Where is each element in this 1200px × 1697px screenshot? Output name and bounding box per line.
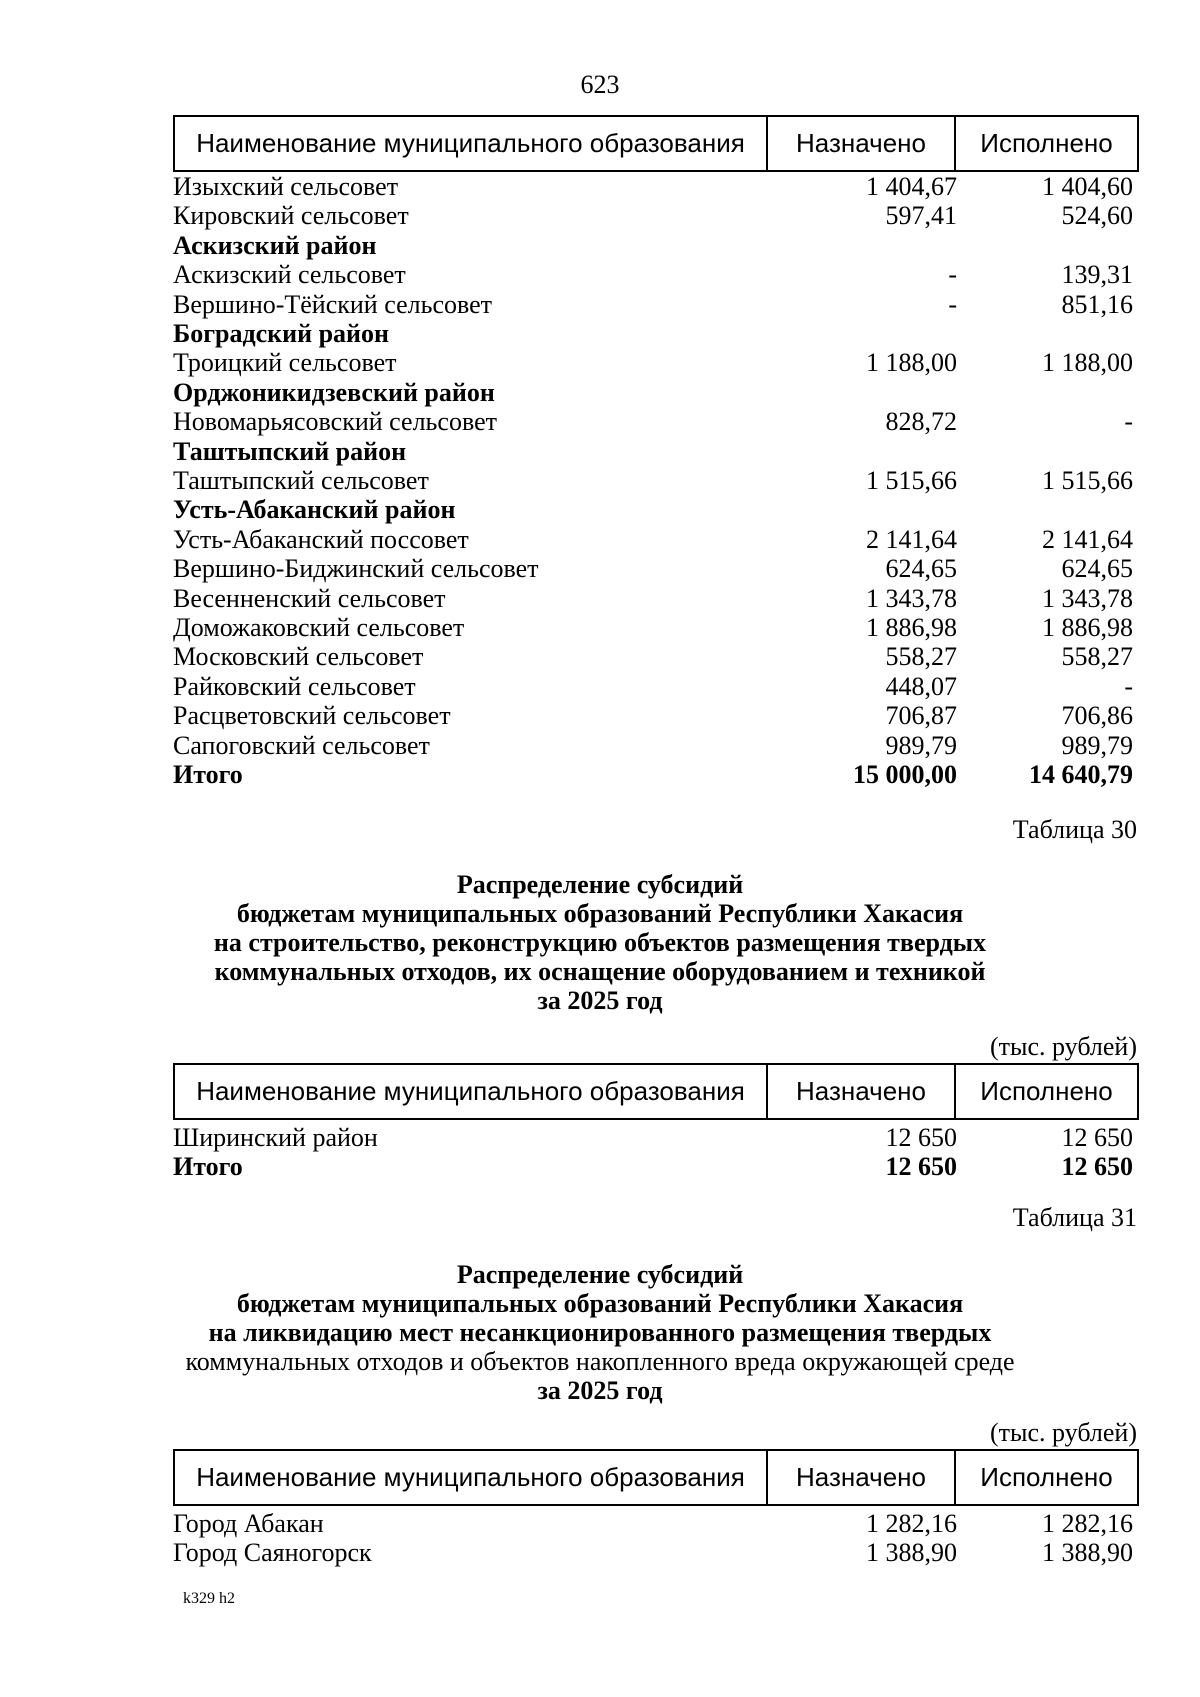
table30-label: Таблица 30 xyxy=(1012,815,1137,844)
row-assigned: - xyxy=(948,260,957,290)
row-executed: 12 650 xyxy=(1061,1123,1133,1152)
header-executed: Исполнено xyxy=(980,128,1113,158)
row-name: Город Саяногорск xyxy=(173,1538,372,1567)
table31-header xyxy=(173,1449,1139,1506)
row-executed: 1 404,60 xyxy=(1042,172,1133,201)
table-row xyxy=(173,1509,1133,1538)
row-name: Усть-Абаканский район xyxy=(173,495,456,525)
row-executed: 2 141,64 xyxy=(1042,524,1133,554)
row-executed: 1 515,66 xyxy=(1042,466,1133,495)
row-assigned: 12 650 xyxy=(885,1152,957,1181)
row-name: Троицкий сельсовет xyxy=(173,348,397,378)
row-assigned: 989,79 xyxy=(885,730,957,760)
row-executed: 706,86 xyxy=(1061,701,1133,731)
row-executed: 1 188,00 xyxy=(1042,348,1133,378)
table31-title xyxy=(0,1260,1200,1405)
table-row xyxy=(173,1123,1133,1152)
row-executed: 139,31 xyxy=(1061,260,1133,290)
row-name: Таштыпский сельсовет xyxy=(173,466,429,495)
row-executed: 558,27 xyxy=(1061,642,1133,672)
row-name: Итого xyxy=(173,1152,243,1181)
table-row xyxy=(173,701,1133,730)
header-assigned: Назначено xyxy=(768,1065,956,1118)
table-row xyxy=(173,642,1133,671)
header-name: Наименование муниципального образования xyxy=(175,1065,768,1118)
title-line: за 2025 год xyxy=(537,1376,663,1405)
table-row xyxy=(173,731,1133,760)
row-executed: 1 886,98 xyxy=(1042,613,1133,642)
row-assigned: - xyxy=(948,289,957,319)
row-name: Город Абакан xyxy=(173,1509,324,1538)
table-row xyxy=(173,437,1133,466)
row-assigned: 1 282,16 xyxy=(866,1509,957,1538)
row-assigned: 448,07 xyxy=(885,671,957,701)
row-executed: 1 388,90 xyxy=(1042,1538,1133,1567)
row-name: Московский сельсовет xyxy=(173,642,424,672)
row-executed: 12 650 xyxy=(1061,1152,1133,1181)
table31-label: Таблица 31 xyxy=(1012,1203,1137,1232)
row-assigned: 1 886,98 xyxy=(866,613,957,642)
row-name: Аскизский район xyxy=(173,230,377,260)
row-name: Расцветовский сельсовет xyxy=(173,701,451,731)
row-executed: 524,60 xyxy=(1061,201,1133,231)
title-line: за 2025 год xyxy=(537,986,663,1015)
row-assigned: 1 515,66 xyxy=(866,466,957,495)
table-row xyxy=(173,1538,1133,1567)
row-name: Весенненский сельсовет xyxy=(173,583,446,613)
table-row xyxy=(173,760,1133,789)
title-line: на ликвидацию мест несанкционированного размещения твердых xyxy=(208,1318,992,1347)
row-executed: 1 282,16 xyxy=(1042,1509,1133,1538)
table-row xyxy=(173,584,1133,613)
title-line: на строительство, реконструкцию объектов размещения твердых xyxy=(213,928,987,957)
row-assigned: 1 188,00 xyxy=(866,348,957,378)
table30-unit: (тыс. рублей) xyxy=(989,1032,1137,1061)
title-line: коммунальных отходов и объектов накопленного вреда окружающей среде xyxy=(185,1347,1015,1376)
table-row xyxy=(173,348,1133,377)
row-name: Сапоговский сельсовет xyxy=(173,730,430,760)
row-assigned: 597,41 xyxy=(885,201,957,231)
row-executed: 624,65 xyxy=(1061,554,1133,584)
row-name: Вершино-Биджинский сельсовет xyxy=(173,554,539,584)
title-line: коммунальных отходов, их оснащение оборудованием и техникой xyxy=(214,957,986,986)
row-name: Усть-Абаканский поссовет xyxy=(173,524,469,554)
row-assigned: 558,27 xyxy=(885,642,957,672)
table-row xyxy=(173,672,1133,701)
table30-title xyxy=(0,870,1200,1015)
title-line: бюджетам муниципальных образований Республики Хакасия xyxy=(236,899,964,928)
table-row xyxy=(173,495,1133,524)
row-name: Изыхский сельсовет xyxy=(173,172,399,201)
row-assigned: 706,87 xyxy=(885,701,957,731)
page-number: 623 xyxy=(580,70,620,99)
row-assigned: 1 388,90 xyxy=(866,1538,957,1567)
title-line: Распределение субсидий xyxy=(456,870,744,899)
row-name: Новомарьясовский сельсовет xyxy=(173,407,497,437)
row-name: Доможаковский сельсовет xyxy=(173,613,465,642)
title-line: бюджетам муниципальных образований Республики Хакасия xyxy=(236,1289,964,1318)
table-row xyxy=(173,466,1133,495)
table-row xyxy=(173,290,1133,319)
row-assigned: 828,72 xyxy=(885,407,957,437)
footer-code: k329 h2 xyxy=(183,1590,235,1607)
row-name: Вершино-Тёйский сельсовет xyxy=(173,289,493,319)
title-line: Распределение субсидий xyxy=(456,1260,744,1289)
table-row xyxy=(173,554,1133,583)
table-row xyxy=(173,407,1133,436)
table-row xyxy=(173,319,1133,348)
table-row xyxy=(173,231,1133,260)
row-name: Таштыпский район xyxy=(173,436,407,466)
row-assigned: 1 404,67 xyxy=(866,172,957,201)
row-name: Итого xyxy=(173,760,243,789)
header-executed: Исполнено xyxy=(980,1076,1113,1106)
row-name: Боградский район xyxy=(173,319,390,348)
header-name: Наименование муниципального образования xyxy=(175,117,768,170)
row-assigned: 624,65 xyxy=(885,554,957,584)
header-name: Наименование муниципального образования xyxy=(175,1451,768,1504)
row-executed: 851,16 xyxy=(1061,289,1133,319)
row-executed: - xyxy=(1124,407,1133,437)
header-executed: Исполнено xyxy=(980,1462,1113,1492)
row-assigned: 2 141,64 xyxy=(866,524,957,554)
table-row xyxy=(173,525,1133,554)
row-name: Райковский сельсовет xyxy=(173,671,416,701)
row-executed: 1 343,78 xyxy=(1042,583,1133,613)
table-row xyxy=(173,201,1133,230)
row-name: Орджоникидзевский район xyxy=(173,377,495,407)
header-assigned: Назначено xyxy=(768,117,956,170)
table-row xyxy=(173,172,1133,201)
row-name: Аскизский сельсовет xyxy=(173,260,406,290)
row-executed: 989,79 xyxy=(1061,730,1133,760)
header-assigned: Назначено xyxy=(768,1451,956,1504)
row-assigned: 1 343,78 xyxy=(866,583,957,613)
row-assigned: 15 000,00 xyxy=(853,760,957,789)
table-row xyxy=(173,378,1133,407)
row-name: Ширинский район xyxy=(173,1123,378,1152)
table-row xyxy=(173,1152,1133,1181)
row-executed: 14 640,79 xyxy=(1029,760,1133,789)
row-assigned: 12 650 xyxy=(885,1123,957,1152)
table-row xyxy=(173,260,1133,289)
row-name: Кировский сельсовет xyxy=(173,201,409,231)
table31-unit: (тыс. рублей) xyxy=(989,1418,1137,1447)
table30-header xyxy=(173,1063,1139,1120)
row-executed: - xyxy=(1124,671,1133,701)
table-row xyxy=(173,613,1133,642)
table-header xyxy=(173,115,1139,172)
